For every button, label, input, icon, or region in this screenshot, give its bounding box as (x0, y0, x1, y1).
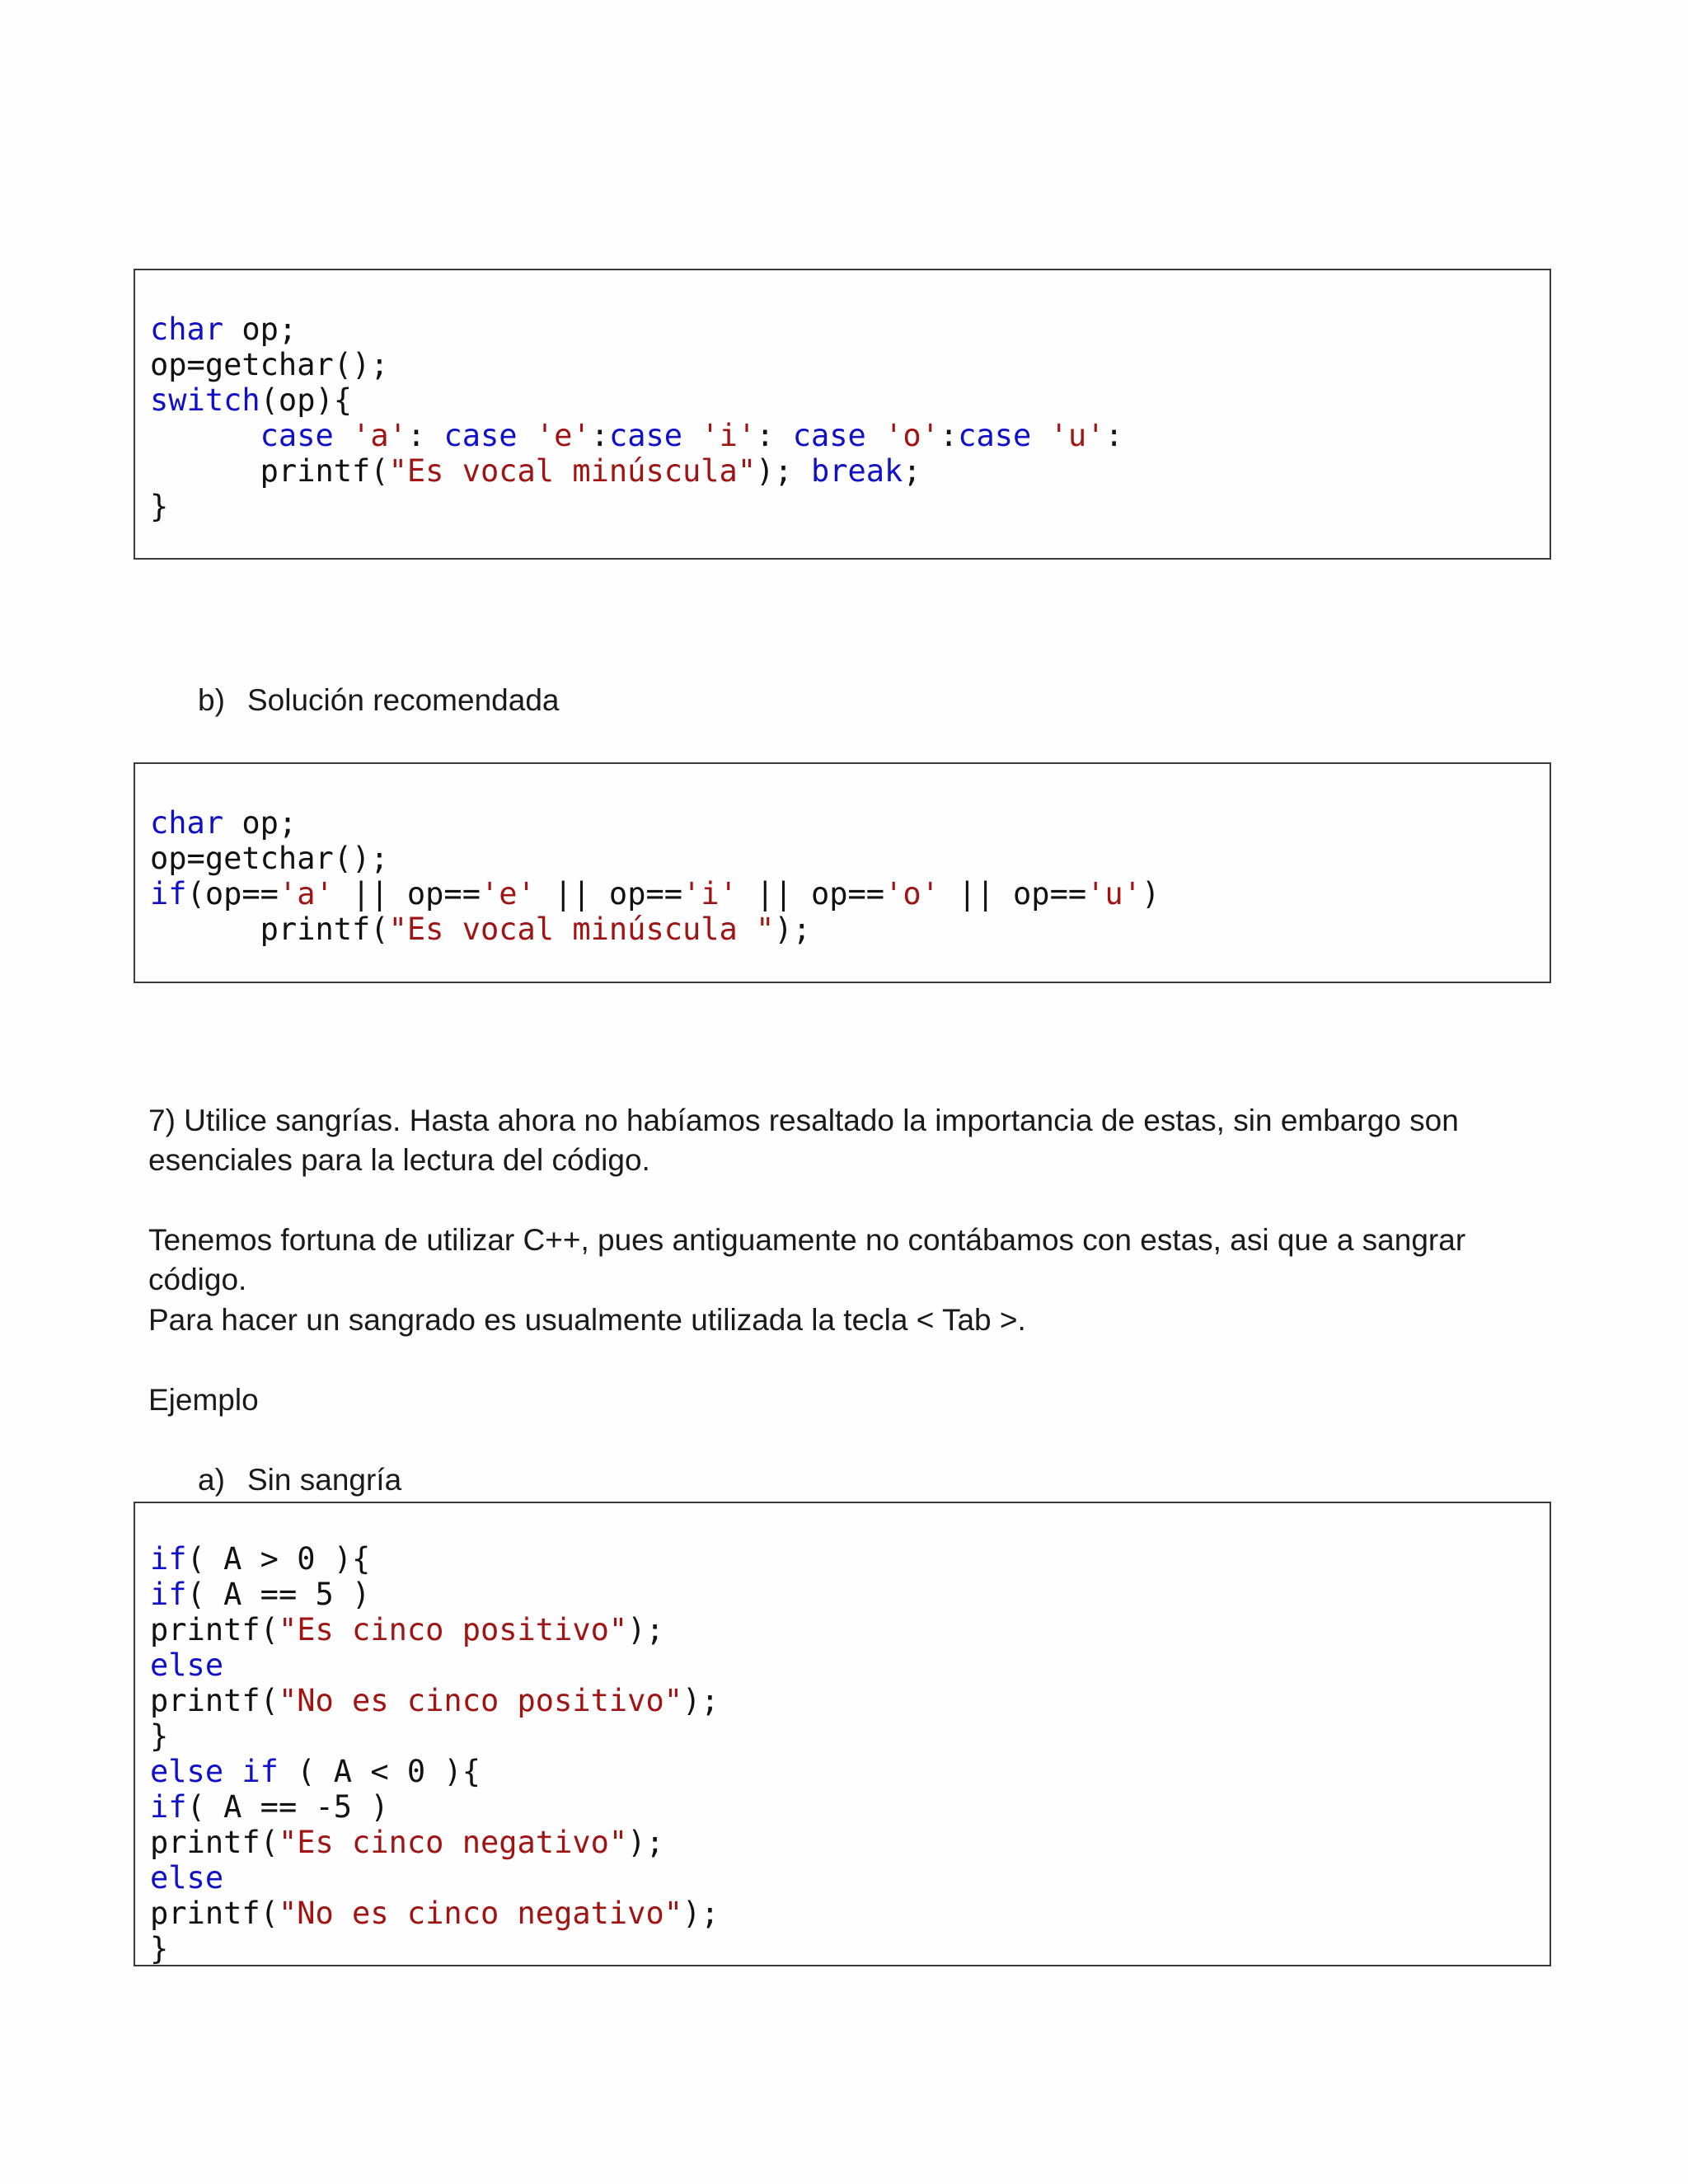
code-line (150, 1647, 720, 1683)
section-b-title: Solución recomendada (247, 683, 560, 717)
code-text: ); (627, 1825, 664, 1860)
code-keyword: case (958, 418, 1032, 453)
section-a-marker: a) (198, 1463, 225, 1497)
code-text: } (150, 489, 169, 524)
point7-line2: esenciales para la lectura del código. (148, 1143, 650, 1177)
code-block-switch (134, 269, 1551, 560)
code-line (150, 841, 1160, 876)
point7-para3: Para hacer un sangrado es usualmente utilizada la tecla < Tab >. (148, 1303, 1026, 1337)
code-line (150, 1683, 720, 1718)
code-string: 'a' (278, 876, 334, 912)
code-text (682, 418, 701, 453)
code-text: ( A > 0 ){ (186, 1541, 371, 1577)
code-keyword: switch (150, 382, 260, 418)
code-line (150, 382, 1123, 418)
code-text: op; (223, 312, 298, 347)
code-string: 'u' (1049, 418, 1105, 453)
code-text: ); (682, 1896, 720, 1931)
code-text: op=getchar(); (150, 841, 389, 876)
section-b-marker: b) (198, 683, 225, 717)
code-text: || op== (737, 876, 885, 912)
code-text: op=getchar(); (150, 347, 389, 382)
code-text: } (150, 1931, 169, 1966)
code-keyword: if (150, 1789, 187, 1825)
code-line (150, 1931, 720, 1966)
code-keyword: case (792, 418, 866, 453)
code-line (150, 1825, 720, 1860)
code-text: ); (756, 453, 811, 489)
code-text (1031, 418, 1049, 453)
code-keyword: case (260, 418, 334, 453)
code-line (150, 453, 1123, 489)
code-text (223, 1754, 241, 1789)
code-line (150, 489, 1123, 524)
code-line (150, 1718, 720, 1754)
code-text: (op== (186, 876, 279, 912)
code-text: ( A == 5 ) (186, 1577, 371, 1612)
section-a-title: Sin sangría (247, 1463, 402, 1497)
point7-line1: 7) Utilice sangrías. Hasta ahora no habíamos resaltado la importancia de estas, sin embargo son (148, 1104, 1459, 1137)
code-string: "No es cinco positivo" (278, 1683, 683, 1718)
code-listing-no-indent (150, 1541, 720, 1966)
code-text: ); (627, 1612, 664, 1647)
code-keyword: else (150, 1860, 224, 1896)
code-string: "Es cinco positivo" (278, 1612, 628, 1647)
code-line (150, 1612, 720, 1647)
code-line (150, 1577, 720, 1612)
code-string: "Es vocal minúscula" (388, 453, 757, 489)
code-text: ; (903, 453, 921, 489)
code-text: printf( (150, 1683, 279, 1718)
code-text: || op== (535, 876, 683, 912)
code-text: printf( (150, 453, 389, 489)
code-text: ); (774, 912, 811, 947)
code-keyword: if (150, 1577, 187, 1612)
code-string: "Es cinco negativo" (278, 1825, 628, 1860)
code-text: || op== (939, 876, 1087, 912)
code-text: : (1104, 418, 1123, 453)
code-string: 'e' (535, 418, 591, 453)
code-text: } (150, 1718, 169, 1754)
code-keyword: case (608, 418, 683, 453)
code-listing-switch (150, 312, 1123, 524)
code-text: : (939, 418, 959, 453)
code-keyword: if (150, 876, 187, 912)
code-text: ) (1141, 876, 1160, 912)
code-text (866, 418, 884, 453)
code-text: : (406, 418, 444, 453)
code-text: printf( (150, 1896, 279, 1931)
code-string: 'u' (1086, 876, 1142, 912)
code-keyword: else (150, 1754, 224, 1789)
code-listing-if-recommended (150, 805, 1160, 947)
code-text: printf( (150, 912, 389, 947)
code-string: 'o' (884, 418, 940, 453)
code-block-if-recommended (134, 762, 1551, 983)
code-keyword: else (150, 1647, 224, 1683)
code-string: 'i' (682, 876, 738, 912)
code-line (150, 1541, 720, 1577)
code-keyword: case (443, 418, 518, 453)
code-text: : (756, 418, 793, 453)
code-keyword: char (150, 805, 224, 841)
code-string: 'i' (701, 418, 757, 453)
code-line (150, 876, 1160, 912)
code-text: ); (682, 1683, 720, 1718)
code-keyword: char (150, 312, 224, 347)
code-line (150, 418, 1123, 453)
code-text: printf( (150, 1825, 279, 1860)
point7-para2-line2: código. (148, 1263, 247, 1296)
example-heading: Ejemplo (148, 1383, 259, 1417)
code-line (150, 1896, 720, 1931)
code-line (150, 1789, 720, 1825)
code-line (150, 805, 1160, 841)
code-text (150, 418, 260, 453)
code-line (150, 347, 1123, 382)
code-text (334, 418, 352, 453)
code-string: 'e' (481, 876, 536, 912)
code-line (150, 1860, 720, 1896)
code-text: : (590, 418, 609, 453)
code-text: op; (223, 805, 298, 841)
code-keyword: break (810, 453, 903, 489)
code-text: ( A == -5 ) (186, 1789, 389, 1825)
code-string: 'a' (352, 418, 407, 453)
code-text: ( A < 0 ){ (278, 1754, 481, 1789)
code-line (150, 912, 1160, 947)
code-line (150, 1754, 720, 1789)
code-keyword: if (150, 1541, 187, 1577)
code-block-no-indent (134, 1502, 1551, 1966)
code-string: "Es vocal minúscula " (388, 912, 775, 947)
code-string: 'o' (884, 876, 940, 912)
code-text: printf( (150, 1612, 279, 1647)
code-text: (op){ (260, 382, 353, 418)
code-string: "No es cinco negativo" (278, 1896, 683, 1931)
code-line (150, 312, 1123, 347)
code-keyword: if (241, 1754, 279, 1789)
point7-para2-line1: Tenemos fortuna de utilizar C++, pues antiguamente no contábamos con estas, asi que a sangrar (148, 1223, 1466, 1257)
code-text (518, 418, 536, 453)
code-text: || op== (333, 876, 481, 912)
